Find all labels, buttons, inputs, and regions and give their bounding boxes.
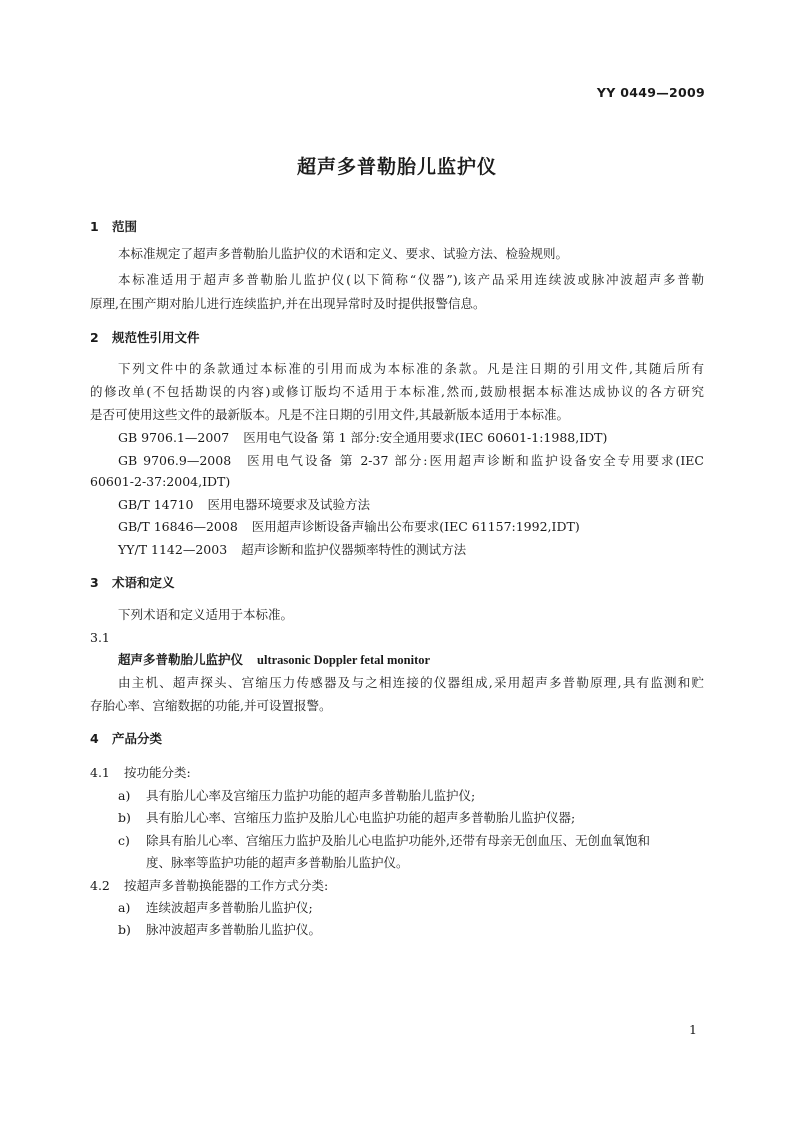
- section-title: 产品分类: [112, 731, 163, 746]
- reference-title: 超声诊断和监护仪器频率特性的测试方法: [241, 542, 467, 557]
- subsection-heading: [90, 878, 328, 894]
- list-text: 具有胎儿心率、宫缩压力监护及胎儿心电监护功能的超声多普勒胎儿监护仪器;: [146, 810, 576, 825]
- section-1-heading: [90, 219, 137, 235]
- reference-item: [118, 542, 466, 558]
- list-text: 脉冲波超声多普勒胎儿监护仪。: [146, 922, 322, 937]
- paragraph: 下列文件中的条款通过本标准的引用而成为本标准的条款。凡是注日期的引用文件,其随后所有: [118, 361, 704, 376]
- paragraph: 本标准规定了超声多普勒胎儿监护仪的术语和定义、要求、试验方法、检验规则。: [118, 246, 569, 261]
- paragraph: 下列术语和定义适用于本标准。: [118, 607, 294, 622]
- page-number: 1: [689, 1022, 697, 1037]
- section-title: 术语和定义: [112, 575, 175, 590]
- list-item: [118, 810, 575, 826]
- subsection-number: 4.1: [90, 765, 110, 780]
- section-title: 范围: [112, 219, 138, 234]
- reference-code: GB 9706.9—2008: [118, 453, 232, 468]
- reference-continuation: 60601-2-37:2004,IDT): [90, 474, 231, 489]
- reference-code: GB/T 14710: [118, 497, 194, 512]
- term-chinese: 超声多普勒胎儿监护仪: [118, 652, 244, 667]
- section-title: 规范性引用文件: [112, 330, 200, 345]
- subsection-number: 4.2: [90, 878, 110, 893]
- section-number: 2: [90, 330, 99, 345]
- term-english: ultrasonic Doppler fetal monitor: [257, 653, 431, 667]
- list-marker: a): [118, 788, 131, 803]
- list-marker: c): [118, 833, 130, 848]
- reference-title: 医用超声诊断设备声输出公布要求(IEC 61157:1992,IDT): [251, 519, 580, 534]
- subsection-heading: [90, 765, 191, 781]
- section-number: 3: [90, 575, 99, 590]
- reference-code: GB 9706.1—2007: [118, 430, 230, 445]
- page-title: 超声多普勒胎儿监护仪: [296, 156, 497, 178]
- reference-title: 医用电器环境要求及试验方法: [207, 497, 370, 512]
- reference-title: 医用电气设备 第 1 部分:安全通用要求(IEC 60601-1:1988,IDT): [243, 430, 608, 445]
- section-number: 1: [90, 219, 99, 234]
- reference-item: [118, 453, 704, 469]
- paragraph: 原理,在围产期对胎儿进行连续监护,并在出现异常时及时提供报警信息。: [90, 296, 486, 311]
- list-text: 连续波超声多普勒胎儿监护仪;: [146, 900, 313, 915]
- section-2-heading: [90, 330, 200, 346]
- paragraph: 是否可使用这些文件的最新版本。凡是不注日期的引用文件,其最新版本适用于本标准。: [90, 407, 569, 422]
- term-entry: [118, 652, 430, 668]
- list-text: 具有胎儿心率及宫缩压力监护功能的超声多普勒胎儿监护仪;: [146, 788, 476, 803]
- list-marker: b): [118, 810, 131, 825]
- subsection-title: 按功能分类:: [124, 765, 191, 780]
- definition: 存胎心率、宫缩数据的功能,并可设置报警。: [90, 698, 332, 713]
- list-item: [118, 922, 321, 938]
- subsection-number: 3.1: [90, 630, 110, 645]
- section-number: 4: [90, 731, 99, 746]
- list-marker: a): [118, 900, 131, 915]
- reference-title: 医用电气设备 第 2-37 部分:医用超声诊断和监护设备安全专用要求(IEC: [245, 453, 704, 468]
- list-text: 除具有胎儿心率、宫缩压力监护及胎儿心电监护功能外,还带有母亲无创血压、无创血氧饱和: [146, 833, 650, 848]
- reference-item: [118, 430, 607, 446]
- paragraph: 本标准适用于超声多普勒胎儿监护仪(以下简称“仪器”),该产品采用连续波或脉冲波超声多普勒: [118, 272, 704, 287]
- list-item-continuation: 度、脉率等监护功能的超声多普勒胎儿监护仪。: [146, 855, 409, 870]
- definition: 由主机、超声探头、宫缩压力传感器及与之相连接的仪器组成,采用超声多普勒原理,具有监测和贮: [118, 675, 704, 690]
- list-item: [118, 788, 475, 804]
- section-4-heading: [90, 731, 162, 747]
- reference-code: GB/T 16846—2008: [118, 519, 238, 534]
- subsection-title: 按超声多普勒换能器的工作方式分类:: [124, 878, 329, 893]
- paragraph: 的修改单(不包括勘误的内容)或修订版均不适用于本标准,然而,鼓励根据本标准达成协议的各方研究: [90, 384, 704, 399]
- reference-code: YY/T 1142—2003: [118, 542, 228, 557]
- reference-item: [118, 519, 580, 535]
- reference-item: [118, 497, 370, 513]
- section-3-heading: [90, 575, 175, 591]
- list-item: [118, 833, 650, 849]
- document-code: YY 0449—2009: [596, 85, 705, 100]
- list-marker: b): [118, 922, 131, 937]
- list-item: [118, 900, 313, 916]
